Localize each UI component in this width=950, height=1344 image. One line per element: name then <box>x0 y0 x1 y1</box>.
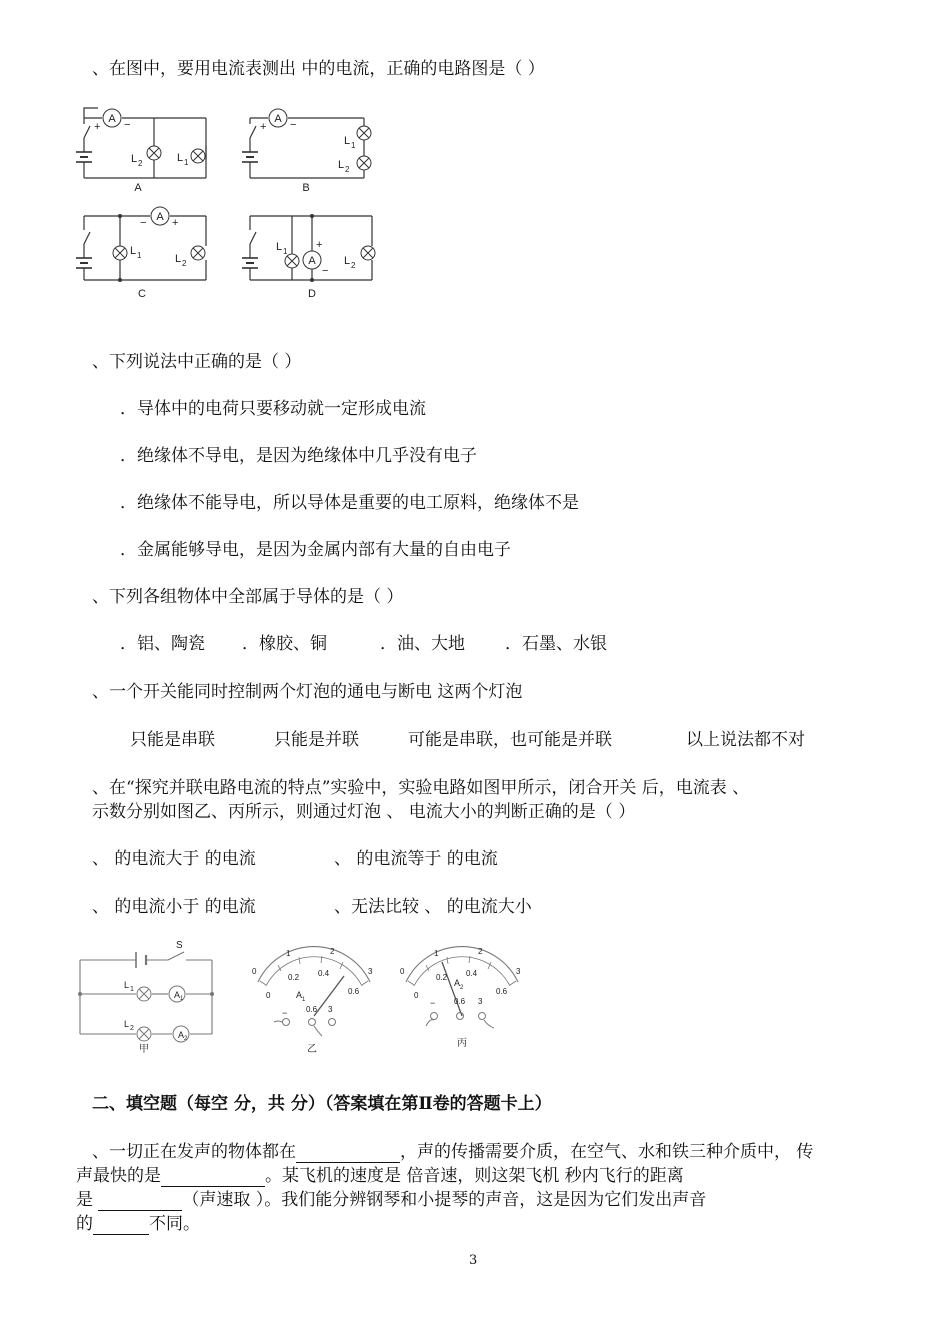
lamp-l2-sub: 2 <box>182 259 187 268</box>
lamp-l2-sub: 2 <box>138 159 143 168</box>
answer-blank[interactable] <box>93 1216 149 1235</box>
terminal-label: − <box>282 1008 288 1018</box>
caption-d: D <box>308 288 316 300</box>
lamp-l1-label: L <box>177 152 184 164</box>
q6-line4 <box>76 1213 200 1235</box>
q6-text: 。某飞机的速度是 倍音速，则这架飞机 秒内飞行的距离 <box>265 1166 684 1186</box>
q5-option-a: 、 的电流大于 的电流 <box>92 849 256 869</box>
lower-tick-label: 0.6 <box>348 987 360 996</box>
lamp-l1-sub: 1 <box>283 247 288 256</box>
q5-option-b: 、 的电流等于 的电流 <box>334 849 498 869</box>
q3-option-b: ．橡胶、铜 <box>242 634 327 654</box>
circuit-diagram-a <box>74 104 214 196</box>
upper-tick-label: 2 <box>478 947 483 956</box>
plus-sign: + <box>260 121 267 133</box>
lamp-l2-label: L <box>124 1019 130 1029</box>
caption-c: C <box>138 288 146 300</box>
terminal-label: 3 <box>478 997 483 1006</box>
meter-label: A <box>274 113 282 125</box>
ammeter-dial-bing <box>390 940 530 1058</box>
lower-tick-label: 0.6 <box>496 987 508 996</box>
q2-option-b: ．绝缘体不导电，是因为绝缘体中几乎没有电子 <box>120 446 477 466</box>
q2-option-c: ．绝缘体不能导电，所以导体是重要的电工原料，绝缘体不是 <box>120 493 579 513</box>
q6-text: ，声的传播需要介质，在空气、水和铁三种介质中， 传 <box>400 1142 814 1162</box>
q5-option-c: 、 的电流小于 的电流 <box>92 897 256 917</box>
q4-option-a: 只能是串联 <box>130 730 215 750</box>
plus-sign: + <box>172 217 179 229</box>
minus-sign: − <box>290 119 297 131</box>
page-number: 3 <box>469 1253 478 1268</box>
lamp-l2-label: L <box>338 159 345 171</box>
q5-stem-line2: 示数分别如图乙、丙所示，则通过灯泡 、 电流大小的判断正确的是（ ） <box>92 802 636 822</box>
lower-tick-label: 0.2 <box>436 973 448 982</box>
q5-stem-line1: 、在“探究并联电路电流的特点”实验中，实验电路如图甲所示，闭合开关 后，电流表 、 <box>92 778 750 798</box>
lamp-l1-sub: 1 <box>130 986 134 993</box>
upper-tick-label: 0 <box>252 967 257 976</box>
plus-sign: + <box>94 121 101 133</box>
upper-tick-label: 3 <box>516 967 521 976</box>
q6-line2 <box>76 1165 684 1187</box>
q6-text: 是 <box>76 1190 99 1210</box>
lamp-l1-sub: 1 <box>184 158 189 167</box>
caption-jia: 甲 <box>139 1044 149 1055</box>
caption-bing: 丙 <box>457 1038 467 1049</box>
minus-sign: − <box>322 265 329 277</box>
lower-tick-label: 0.4 <box>318 969 330 978</box>
lamp-l2-label: L <box>344 255 351 267</box>
q2-option-d: ．金属能够导电，是因为金属内部有大量的自由电子 <box>120 540 511 560</box>
lamp-l2-sub: 2 <box>345 165 350 174</box>
lamp-l1-label: L <box>130 245 137 257</box>
terminal-label: 0.6 <box>454 997 466 1006</box>
minus-sign: − <box>140 217 147 229</box>
terminal-label: 0.6 <box>306 1005 318 1014</box>
ammeter-a2-label: A <box>178 1030 185 1040</box>
q1-stem: 、在图中，要用电流表测出 中的电流，正确的电路图是（ ） <box>92 59 545 79</box>
q3-option-a: ．铝、陶瓷 <box>120 634 205 654</box>
terminal-label: 3 <box>328 1005 333 1014</box>
lamp-l2-label: L <box>131 153 138 165</box>
meter-name-a2: A <box>454 978 461 988</box>
upper-tick-label: 1 <box>434 949 439 958</box>
circuit-diagram-c <box>74 204 214 304</box>
q6-text: （声速取 ）。我们能分辨钢琴和小提琴的声音，这是因为它们发出声音 <box>182 1190 707 1210</box>
switch-label: S <box>176 940 183 951</box>
lamp-l1-label: L <box>276 241 283 253</box>
q5-option-d: 、无法比较 、 的电流大小 <box>334 897 532 917</box>
q3-option-d: ．石墨、水银 <box>505 634 607 654</box>
q4-option-b: 只能是并联 <box>274 730 359 750</box>
upper-tick-label: 3 <box>368 967 373 976</box>
q4-stem: 、一个开关能同时控制两个灯泡的通电与断电 这两个灯泡 <box>92 682 523 702</box>
circuit-diagram-b <box>240 104 380 196</box>
q6-text: 声最快的是 <box>76 1166 161 1186</box>
meter-label: A <box>156 211 164 223</box>
q6-text: 不同。 <box>149 1214 200 1234</box>
q6-line3 <box>76 1189 706 1211</box>
lamp-l1-sub: 1 <box>137 251 142 260</box>
upper-tick-label: 1 <box>286 949 291 958</box>
lower-tick-label: 0 <box>266 991 271 1000</box>
lower-tick-label: 0 <box>414 991 419 1000</box>
ammeter-a1-label: A <box>174 990 181 1000</box>
ammeter-dial-yi <box>242 940 382 1058</box>
meter-label: A <box>308 255 316 267</box>
lamp-l2-label: L <box>175 253 182 265</box>
caption-b: B <box>302 182 310 194</box>
lamp-l1-label: L <box>124 980 130 990</box>
meter-name-a1: A <box>296 990 303 1000</box>
lower-tick-label: 0.2 <box>288 973 300 982</box>
upper-tick-label: 2 <box>330 947 335 956</box>
circuit-diagram-d <box>240 204 380 304</box>
answer-blank[interactable] <box>98 1192 182 1211</box>
q4-option-d: 以上说法都不对 <box>686 730 805 750</box>
terminal-label: − <box>430 998 436 1008</box>
circuit-figure-jia <box>74 938 224 1060</box>
meter-name-sub: 2 <box>460 985 464 991</box>
lamp-l2-sub: 2 <box>351 261 356 270</box>
answer-blank[interactable] <box>161 1168 265 1187</box>
q6-text: 的 <box>76 1214 93 1234</box>
upper-tick-label: 0 <box>400 967 405 976</box>
lamp-l1-label: L <box>344 135 351 147</box>
q6-text: 、一切正在发声的物体都在 <box>92 1142 296 1162</box>
caption-a: A <box>134 182 142 194</box>
minus-sign: − <box>124 119 131 131</box>
q3-stem: 、下列各组物体中全部属于导体的是（ ） <box>92 587 404 607</box>
answer-blank[interactable] <box>296 1144 400 1163</box>
meter-label: A <box>108 113 116 125</box>
q3-option-c: ．油、大地 <box>380 634 465 654</box>
ammeter-a1-sub: 1 <box>180 996 184 1002</box>
q2-option-a: ．导体中的电荷只要移动就一定形成电流 <box>120 399 426 419</box>
meter-name-sub: 1 <box>302 997 306 1003</box>
section-heading: 二、填空题（每空 分，共 分）（答案填在第Ⅱ卷的答题卡上） <box>92 1094 552 1114</box>
ammeter-a2-sub: 2 <box>184 1036 188 1042</box>
q4-option-c: 可能是串联，也可能是并联 <box>408 730 612 750</box>
lower-tick-label: 0.4 <box>466 969 478 978</box>
lamp-l2-sub: 2 <box>130 1025 134 1032</box>
lamp-l1-sub: 1 <box>351 141 356 150</box>
q6-line1 <box>92 1141 813 1163</box>
q2-stem: 、下列说法中正确的是（ ） <box>92 352 302 372</box>
caption-yi: 乙 <box>307 1044 317 1055</box>
plus-sign: + <box>316 239 323 251</box>
